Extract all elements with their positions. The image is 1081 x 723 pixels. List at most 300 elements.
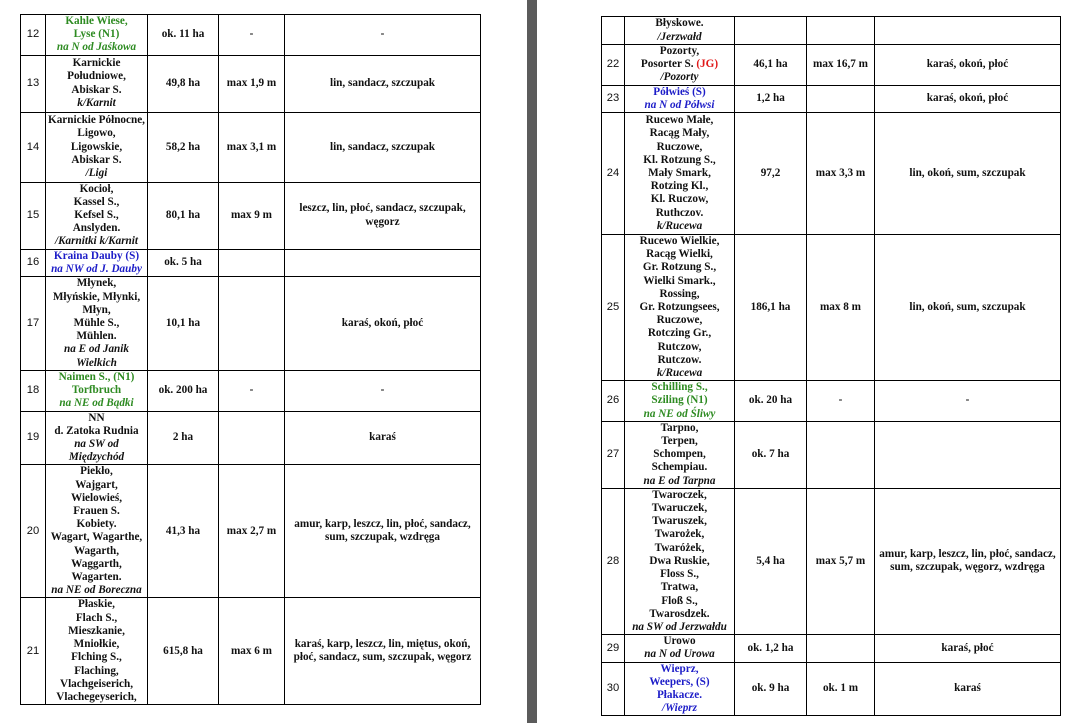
lake-name-text: Urowo <box>663 635 696 648</box>
table-row <box>602 662 1061 716</box>
lake-name <box>627 86 732 99</box>
lake-name-text: Gr. Rotzung S., <box>642 261 717 274</box>
table-row <box>21 411 481 465</box>
lake-name-text: Wieprz, <box>660 662 699 675</box>
lake-max-depth: - <box>807 381 875 422</box>
lake-number: 25 <box>602 235 625 381</box>
lake-name-text: /Karnitki k/Karnit <box>54 235 138 248</box>
page-separator <box>527 0 537 723</box>
lake-name <box>627 288 732 301</box>
lake-number: 15 <box>21 182 46 249</box>
lake-name <box>48 154 145 167</box>
lake-max-depth <box>219 249 285 276</box>
lake-number: 16 <box>21 249 46 276</box>
lake-fish-species <box>875 421 1061 488</box>
lake-names <box>625 45 735 86</box>
lake-fish-species: - <box>875 381 1061 422</box>
lake-fish-species: karaś, płoć <box>875 635 1061 662</box>
lake-name <box>48 209 145 222</box>
lake-name-text: na NE od Boreczna <box>51 584 142 597</box>
lake-names <box>46 182 148 249</box>
lake-location <box>627 31 732 44</box>
lake-name-text: Kassel S., <box>73 195 120 208</box>
lake-location <box>48 41 145 54</box>
lake-name <box>48 678 145 691</box>
lake-name-text: Młynek, <box>76 277 117 290</box>
lake-name <box>627 581 732 594</box>
lake-name-text: Kraina Dauby (S) <box>53 249 140 262</box>
lake-name <box>48 141 145 154</box>
lake-name <box>627 542 732 555</box>
lake-name <box>48 114 145 127</box>
lake-name-text: Mały Smark, <box>648 166 711 179</box>
lake-name-text: /Pozorty <box>660 71 699 84</box>
lake-name-text: Flching S., <box>71 651 122 664</box>
lake-name-text: Południowe, <box>67 70 126 83</box>
lake-location <box>627 408 732 421</box>
lake-name <box>627 248 732 261</box>
lake-name-text: Flaching, <box>74 664 119 677</box>
lake-name <box>627 154 732 167</box>
lake-source-tag: (JG) <box>696 58 719 71</box>
lakes-table-right-body <box>602 17 1061 716</box>
lake-name <box>627 58 732 71</box>
lake-location <box>627 648 732 661</box>
table-row <box>602 421 1061 488</box>
lake-fish-species: karaś, okoń, płoć <box>285 277 481 371</box>
right-document-page <box>539 0 1081 723</box>
lake-name-text: Rotczing Gr., <box>647 327 712 340</box>
lake-names <box>46 411 148 465</box>
table-row <box>602 235 1061 381</box>
lake-name-text: NN <box>88 411 105 424</box>
lake-name <box>48 412 145 425</box>
lakes-table-right <box>601 16 1061 716</box>
lake-name-text: Terpen, <box>661 435 698 448</box>
lake-names <box>46 15 148 56</box>
lake-name-text: na NE od Bądki <box>59 397 134 410</box>
table-row <box>21 15 481 56</box>
lake-max-depth <box>807 17 875 45</box>
lake-max-depth: max 3,3 m <box>807 113 875 235</box>
lake-name-text: Rutczow, <box>657 340 702 353</box>
lake-name-text: Vlachegeyserich, <box>56 690 137 703</box>
lake-area: 49,8 ha <box>148 55 219 112</box>
lake-name-text: Rossing, <box>659 287 700 300</box>
lake-names <box>625 662 735 716</box>
lake-name <box>627 489 732 502</box>
lake-name-text: na NE od Śliwy <box>643 407 716 420</box>
lake-location <box>48 343 145 356</box>
lake-location <box>48 397 145 410</box>
lake-name-text: Flach S., <box>75 611 118 624</box>
lake-fish-species: karaś, karp, leszcz, lin, miętus, okoń, płoć, sandacz, sum, szczupak, węgorz <box>285 598 481 705</box>
table-row <box>21 182 481 249</box>
table-row <box>21 55 481 112</box>
lake-name <box>48 558 145 571</box>
lake-name <box>627 341 732 354</box>
lake-fish-species: karaś <box>285 411 481 465</box>
lake-name <box>627 422 732 435</box>
lake-number: 26 <box>602 381 625 422</box>
lake-name-text: Kl. Ruczow, <box>650 193 709 206</box>
lake-name-text: Wielki Smark., <box>643 274 716 287</box>
lake-name-text: Międzychód <box>68 451 125 464</box>
lake-fish-species: - <box>285 371 481 412</box>
lake-area: 5,4 ha <box>735 488 807 634</box>
lake-name <box>627 515 732 528</box>
lake-name-text: Kefsel S., <box>74 209 119 222</box>
lake-location <box>627 367 732 380</box>
lake-name-text: Rutczow. <box>657 353 702 366</box>
table-row <box>21 112 481 182</box>
lake-max-depth: max 1,9 m <box>219 55 285 112</box>
lake-name-text: Ruthczov. <box>655 206 704 219</box>
left-document-page <box>0 0 526 723</box>
lake-name <box>627 127 732 140</box>
lake-area: ok. 7 ha <box>735 421 807 488</box>
lake-name-text: Torfbruch <box>71 384 122 397</box>
lake-area: ok. 5 ha <box>148 249 219 276</box>
lake-name <box>48 691 145 704</box>
lake-name <box>627 381 732 394</box>
lake-number: 30 <box>602 662 625 716</box>
table-row <box>602 17 1061 45</box>
lake-name-text: Wagarth, <box>73 544 120 557</box>
lake-names <box>625 381 735 422</box>
table-row <box>21 598 481 705</box>
lake-name-text: Posorter S. <box>640 58 697 71</box>
lake-name <box>627 394 732 407</box>
lake-name <box>627 327 732 340</box>
lake-name <box>627 17 732 30</box>
lake-name <box>48 304 145 317</box>
lake-name <box>48 479 145 492</box>
lake-names <box>625 235 735 381</box>
lake-name-text: Kobiety. <box>76 518 117 531</box>
lake-name-text: Weepers, (S) <box>649 675 710 688</box>
lake-area: ok. 11 ha <box>148 15 219 56</box>
lake-name <box>627 595 732 608</box>
lake-name <box>48 651 145 664</box>
lake-name <box>627 180 732 193</box>
lake-name <box>48 330 145 343</box>
lake-name <box>627 555 732 568</box>
lake-number: 18 <box>21 371 46 412</box>
lake-name-text: Twaroczek, <box>652 488 707 501</box>
lake-location <box>627 71 732 84</box>
lake-name <box>627 568 732 581</box>
lake-names <box>46 277 148 371</box>
lake-name <box>48 505 145 518</box>
lake-location <box>48 584 145 597</box>
lake-name <box>48 183 145 196</box>
lake-location <box>627 475 732 488</box>
lake-area: ok. 20 ha <box>735 381 807 422</box>
lake-names <box>625 421 735 488</box>
lake-name <box>627 448 732 461</box>
lake-name-text: k/Karnit <box>77 96 116 109</box>
lake-name-text: Frauen S. <box>73 505 120 518</box>
lake-name <box>48 384 145 397</box>
lake-name <box>48 518 145 531</box>
lake-name-text: Płaskie, <box>78 598 115 611</box>
lake-name <box>48 222 145 235</box>
lake-names <box>46 112 148 182</box>
lake-name-text: Błyskowe. <box>655 17 704 30</box>
lake-name-text: Wielowieś, <box>70 491 123 504</box>
lake-fish-species: lin, okoń, sum, szczupak <box>875 113 1061 235</box>
lake-number: 21 <box>21 598 46 705</box>
lake-location <box>48 451 145 464</box>
lake-name-text: Mieszkanie, <box>68 624 125 637</box>
lake-name-text: Kl. Rotzung S., <box>643 153 716 166</box>
lake-number <box>602 17 625 45</box>
table-row <box>602 635 1061 662</box>
lake-name <box>48 492 145 505</box>
lake-name-text: Waggarth, <box>71 557 122 570</box>
lake-area: 41,3 ha <box>148 465 219 598</box>
lake-area: 58,2 ha <box>148 112 219 182</box>
lake-name-text: Mühle S., <box>73 316 120 329</box>
lake-name <box>48 291 145 304</box>
lake-name-text: Gr. Rotzungsees, <box>639 301 720 314</box>
lake-name <box>48 545 145 558</box>
lake-fish-species: karaś, okoń, płoć <box>875 45 1061 86</box>
lake-name-text: Twaróżek, <box>654 541 705 554</box>
lake-name-text: na SW od <box>74 438 119 451</box>
lake-name-text: Floss S., <box>660 568 699 581</box>
lake-area: ok. 9 ha <box>735 662 807 716</box>
lake-location <box>627 220 732 233</box>
lake-name-text: Karnickie Północne, <box>48 114 145 127</box>
lakes-table-left-body <box>21 15 481 705</box>
lake-name <box>48 638 145 651</box>
lake-max-depth: ok. 1 m <box>807 662 875 716</box>
lake-name-text: Tratwa, <box>660 581 699 594</box>
lake-name <box>627 608 732 621</box>
lake-area: 97,2 <box>735 113 807 235</box>
lake-name-text: Piekło, <box>80 465 113 478</box>
lake-names <box>46 55 148 112</box>
lake-name-text: na NW od J. Dauby <box>51 262 142 275</box>
lake-fish-species: lin, sandacz, szczupak <box>285 112 481 182</box>
lake-fish-species: amur, karp, leszcz, lin, płoć, sandacz, sum, szczupak, wzdręga <box>285 465 481 598</box>
lake-max-depth: - <box>219 371 285 412</box>
lake-names <box>625 488 735 634</box>
lake-names <box>46 371 148 412</box>
lake-name-text: Abiskar S. <box>71 83 122 96</box>
lake-fish-species <box>285 249 481 276</box>
lake-name <box>627 635 732 648</box>
lake-max-depth <box>219 411 285 465</box>
lake-number: 22 <box>602 45 625 86</box>
lake-name-text: Tarpno, <box>660 421 699 434</box>
lake-names <box>46 598 148 705</box>
lake-name-text: Vlachgeiserich, <box>59 677 133 690</box>
lake-name <box>48 250 145 263</box>
lake-name-text: na SW od Jerzwałdu <box>632 620 727 633</box>
lake-name <box>48 465 145 478</box>
lake-name-text: na N od Jaśkowa <box>56 41 137 54</box>
lake-area: 615,8 ha <box>148 598 219 705</box>
lake-location <box>48 235 145 248</box>
lake-name <box>627 207 732 220</box>
lake-name <box>48 612 145 625</box>
lake-name <box>627 354 732 367</box>
lake-name <box>627 275 732 288</box>
lake-number: 29 <box>602 635 625 662</box>
lake-area <box>735 17 807 45</box>
lake-fish-species <box>875 17 1061 45</box>
lake-max-depth: max 9 m <box>219 182 285 249</box>
table-row <box>21 371 481 412</box>
lake-name-text: Twaruszek, <box>652 515 707 528</box>
lake-name <box>48 571 145 584</box>
lake-name <box>627 193 732 206</box>
lake-max-depth: max 8 m <box>807 235 875 381</box>
lake-number: 20 <box>21 465 46 598</box>
lake-area: ok. 200 ha <box>148 371 219 412</box>
lake-location <box>627 702 732 715</box>
lake-name-text: Schompen, <box>653 448 706 461</box>
lake-name <box>48 196 145 209</box>
lake-name-text: /Jerzwałd <box>657 30 702 43</box>
lake-name <box>627 435 732 448</box>
lake-area: 46,1 ha <box>735 45 807 86</box>
lake-name <box>48 277 145 290</box>
lake-name <box>48 127 145 140</box>
lake-name <box>627 676 732 689</box>
lake-name <box>627 663 732 676</box>
table-row <box>602 85 1061 112</box>
lake-name <box>48 317 145 330</box>
lake-max-depth <box>219 277 285 371</box>
lake-name <box>627 502 732 515</box>
lake-area: 1,2 ha <box>735 85 807 112</box>
lake-names <box>625 113 735 235</box>
lake-name <box>627 461 732 474</box>
lake-number: 19 <box>21 411 46 465</box>
table-row <box>21 465 481 598</box>
lake-name-text: Ligowskie, <box>70 140 123 153</box>
lake-name <box>627 528 732 541</box>
lake-name-text: Wagarten. <box>71 571 122 584</box>
lake-max-depth <box>807 85 875 112</box>
lake-name <box>48 625 145 638</box>
lake-name <box>627 141 732 154</box>
table-row <box>21 277 481 371</box>
lake-name-text: Schilling S., <box>651 381 708 394</box>
lake-name-text: Dwa Ruskie, <box>649 554 710 567</box>
lake-name-text: Twarożek, <box>654 528 705 541</box>
lake-name-text: na N od Półwsi <box>644 98 715 111</box>
lake-max-depth <box>807 421 875 488</box>
lake-name <box>627 235 732 248</box>
lake-name-text: Karnickie <box>72 57 121 70</box>
lake-name-text: Floß S., <box>661 594 698 607</box>
lake-fish-species: lin, okoń, sum, szczupak <box>875 235 1061 381</box>
lake-max-depth: max 5,7 m <box>807 488 875 634</box>
lake-name <box>627 314 732 327</box>
lake-name-text: Młyn, <box>82 303 111 316</box>
lake-name-text: Młyńskie, Młynki, <box>52 290 141 303</box>
lake-max-depth <box>807 635 875 662</box>
table-row <box>602 45 1061 86</box>
lake-names <box>625 85 735 112</box>
lake-fish-species: leszcz, lin, płoć, sandacz, szczupak, węgorz <box>285 182 481 249</box>
lakes-table-left <box>20 14 481 705</box>
lake-name-text: na N od Urowa <box>644 648 715 661</box>
lake-area: 10,1 ha <box>148 277 219 371</box>
lake-fish-species: lin, sandacz, szczupak <box>285 55 481 112</box>
lake-name-text: Lyse (N1) <box>73 28 120 41</box>
lake-name-text: Sziling (N1) <box>651 394 708 407</box>
lake-name <box>48 598 145 611</box>
lake-location <box>48 97 145 110</box>
lake-name-text: Ruczowe, <box>656 314 703 327</box>
lake-name-text: /Wieprz <box>661 702 697 715</box>
lake-name <box>48 70 145 83</box>
lake-name-text: Rucewo Małe, <box>645 114 714 127</box>
lake-name-text: k/Rucewa <box>656 219 703 232</box>
lake-number: 23 <box>602 85 625 112</box>
lake-name-text: Mühlen. <box>76 330 117 343</box>
lake-name-text: Schempiau. <box>651 461 708 474</box>
lake-names <box>46 465 148 598</box>
lake-number: 13 <box>21 55 46 112</box>
lake-name-text: Pozorty, <box>659 45 700 57</box>
lake-name-text: Półwieś (S) <box>653 85 706 98</box>
lake-name <box>48 57 145 70</box>
lake-name <box>627 689 732 702</box>
lake-name <box>48 531 145 544</box>
lake-max-depth: max 3,1 m <box>219 112 285 182</box>
lake-area: 186,1 ha <box>735 235 807 381</box>
lake-name-text: Wagart, Wagarthe, <box>50 531 143 544</box>
lake-name <box>627 114 732 127</box>
lake-names <box>625 17 735 45</box>
lake-fish-species: karaś <box>875 662 1061 716</box>
lake-location <box>627 621 732 634</box>
lake-name-text: Kocioł, <box>79 182 114 195</box>
table-row <box>602 488 1061 634</box>
lake-name <box>48 425 145 438</box>
lake-name-text: Twaruczek, <box>651 502 708 515</box>
lake-name-text: Racąg Mały, <box>649 127 710 140</box>
table-row <box>602 113 1061 235</box>
lake-name-text: Wielkich <box>76 356 117 369</box>
lake-max-depth: max 2,7 m <box>219 465 285 598</box>
lake-name-text: d. Zatoka Rudnia <box>54 424 139 437</box>
lake-area: ok. 1,2 ha <box>735 635 807 662</box>
lake-name <box>627 261 732 274</box>
lake-fish-species: - <box>285 15 481 56</box>
lake-location <box>48 263 145 276</box>
lake-number: 14 <box>21 112 46 182</box>
table-row <box>602 381 1061 422</box>
lake-location <box>48 167 145 180</box>
lake-name-text: Naimen S., (N1) <box>58 371 135 384</box>
lake-name-text: na E od Tarpna <box>643 474 716 487</box>
lake-name-text: Rucewo Wielkie, <box>639 235 720 248</box>
lake-name-text: Rotzing Kl., <box>650 180 709 193</box>
lake-area: 80,1 ha <box>148 182 219 249</box>
lake-number: 27 <box>602 421 625 488</box>
lake-name-text: Płakacze. <box>656 688 703 701</box>
lake-name-text: /Ligi <box>85 166 108 179</box>
lake-name-text: Mniołkie, <box>73 638 120 651</box>
